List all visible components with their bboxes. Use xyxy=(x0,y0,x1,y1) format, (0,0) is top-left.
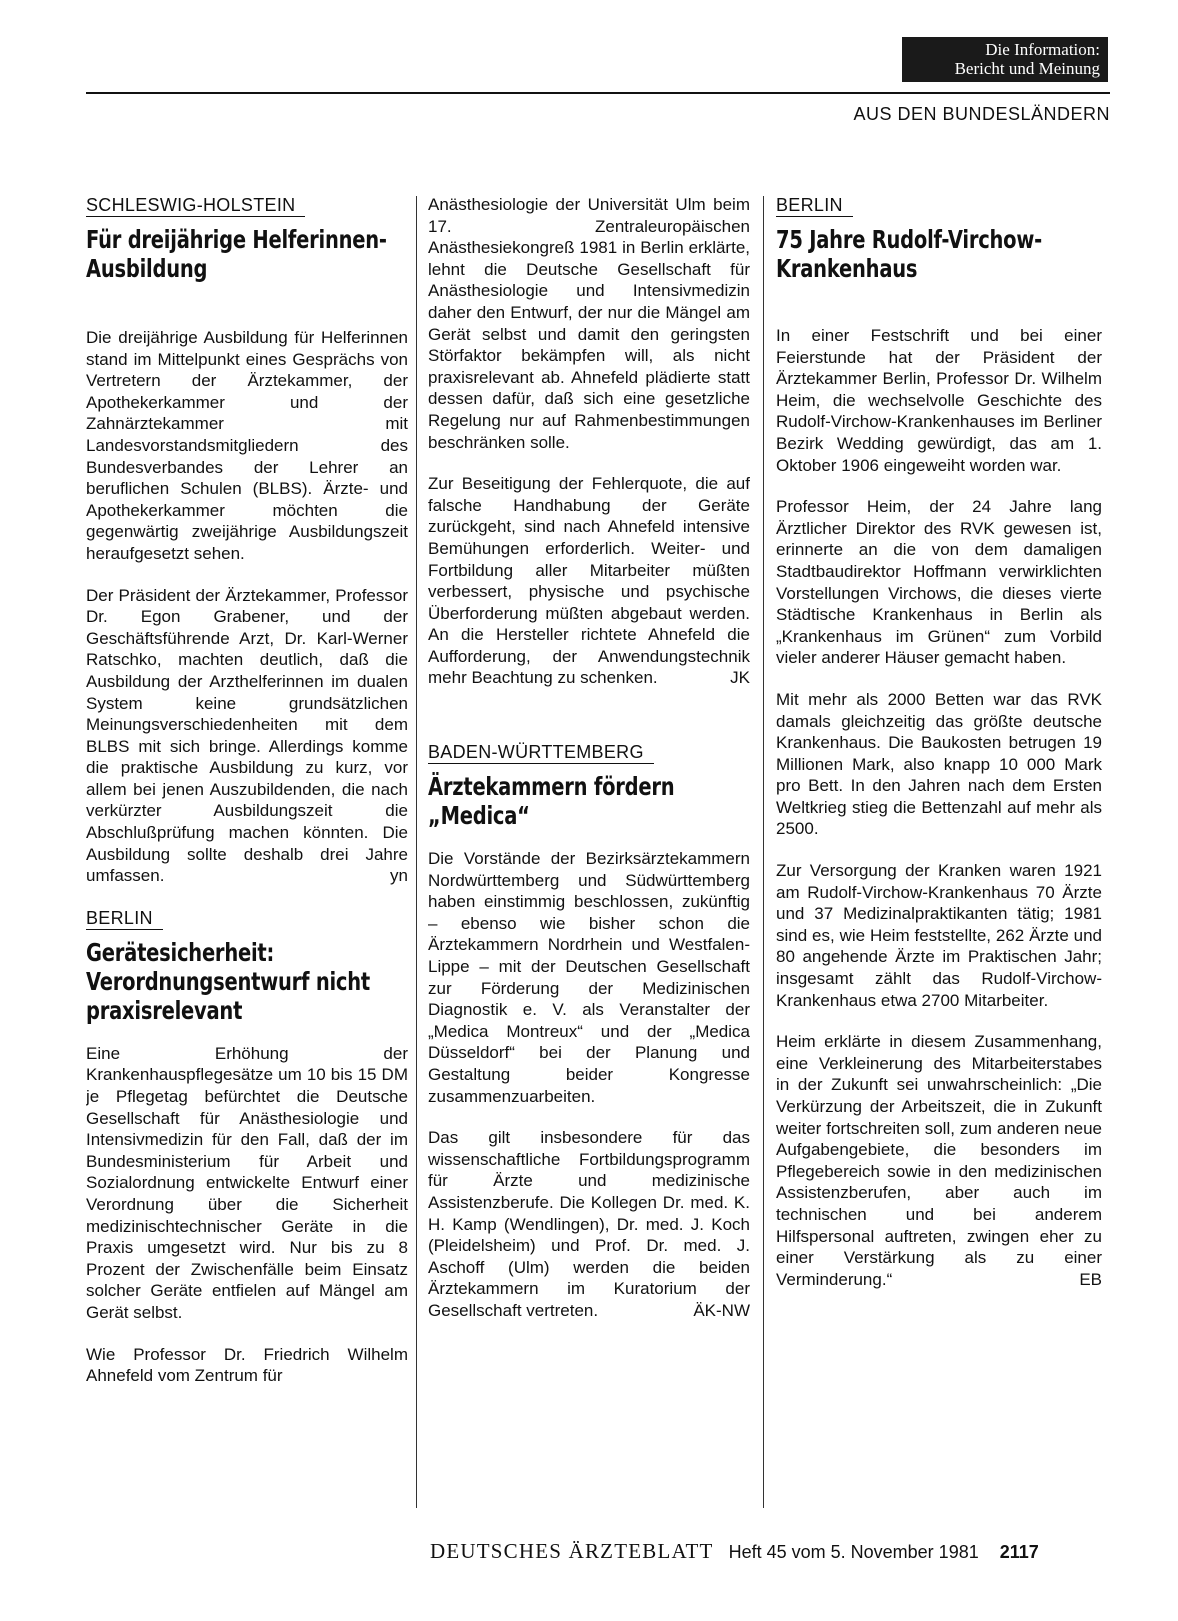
column-1 xyxy=(86,194,408,1512)
article-paragraph: Eine Erhöhung der Krankenhauspflegesätze um 10 bis 15 DM je Pflegetag befürchtet die Deutsche Gesellschaft für Anästhesiologie und Intensivmedizin für den Fall, daß der im Bundesministerium für Arbeit und Sozialordnung entwickelte Entwurf einer Verordnung über die Sicherheit medizinischtechnischer Geräte in die Praxis umgesetzt wird. Nur bis zu 8 Prozent der Zwischenfälle beim Einsatz solcher Geräte entfielen auf Mängel am Gerät selbst. xyxy=(86,1043,408,1322)
column-3 xyxy=(776,194,1102,1512)
article-paragraph: Mit mehr als 2000 Betten war das RVK damals gleichzeitig das größte deutsche Krankenhaus. Die Baukosten betrugen 19 Millionen Mark, also knapp 10 000 Mark pro Bett. In den Jahren nach dem Ersten Weltkrieg stieg die Bettenzahl auf mehr als 2500. xyxy=(776,689,1102,839)
author-signature: EB xyxy=(1079,1269,1102,1289)
article-paragraph: Wie Professor Dr. Friedrich Wilhelm Ahnefeld vom Zentrum für xyxy=(86,1344,408,1386)
paragraph-text: Heim erklärte in diesem Zusammenhang, eine Verkleinerung des Mitarbeiterstabes in der Zukunft sei unwahrscheinlich: „Die Verkürzung der Arbeitszeit, die in Zukunft weiter fortschreiten soll, zum anderen neue Aufgabengebiete, die besonders im Pflegebereich sowie in den medizinischen Assistenzberufen, aber auch im technischen und bei anderem Hilfspersonal auftreten, zwingen eher zu einer Verstärkung als zu einer Verminderung.“ xyxy=(776,1032,1102,1289)
column-rule xyxy=(763,196,764,1508)
article-virchow xyxy=(776,194,1102,1290)
page-footer xyxy=(430,1539,1039,1564)
article-schleswig-holstein xyxy=(86,194,408,887)
author-signature: JK xyxy=(730,668,750,688)
article-medica xyxy=(428,741,750,1321)
article-paragraph: Professor Heim, der 24 Jahre lang Ärztlicher Direktor des RVK gewesen ist, erinnerte an die von dem damaligen Stadtbaudirektor Hoffmann verwirklichten Vorstellungen Virchows, die dieses vierte Städtische Krankenhaus in Berlin als „Krankenhaus im Grünen“ zum Vorbild vieler anderer Häuser gemacht haben. xyxy=(776,497,1102,668)
column-rule xyxy=(416,196,417,1508)
article-geraetesicherheit xyxy=(86,907,408,1387)
article-headline: Ärztekammern fördern „Medica“ xyxy=(428,772,675,831)
article-paragraph xyxy=(428,473,750,689)
article-headline: Gerätesicherheit: Verordnungsentwurf nicht praxisrelevant xyxy=(86,937,370,1025)
tag-line-2: Bericht und Meinung xyxy=(954,59,1100,78)
article-paragraph: Die Vorstände der Bezirksärztekammern Nordwürttemberg und Südwürttemberg haben einstimmig beschlossen, zukünftig – ebenso wie bisher schon die Ärztekammern Nordrhein und Westfalen-Lippe – mit der Deutschen Gesellschaft zur Förderung der Medizinischen Diagnostik e. V. als Veranstalter der „Medica Montreux“ und der „Medica Düsseldorf“ bei der Planung und Gestaltung beider Kongresse zusammenzuarbeiten. xyxy=(428,849,750,1106)
region-label: BADEN-WÜRTTEMBERG xyxy=(428,741,654,764)
paragraph-text: Das gilt insbesondere für das wissenschaftliche Fortbildungsprogramm für Ärzte und medizinische Assistenzberufe. Die Kollegen Dr. med. K. H. Kamp (Wendlingen), Dr. med. J. Koch (Pleidelsheim) und Prof. Dr. med. J. Aschoff (Ulm) werden die beiden Ärztekammern im Kuratorium der Gesellschaft vertreten. xyxy=(428,1128,750,1320)
paragraph-text: Der Präsident der Ärztekammer, Professor Dr. Egon Grabener, und der Geschäftsführende Arzt, Dr. Karl-Werner Ratschko, machten deutlich, daß die Ausbildung der Arzthelferinnen im dualen System keine grundsätzlichen Meinungsverschiedenheiten mit dem BLBS mit sich bringe. Allerdings komme die praktische Ausbildung zu kurz, vor allem bei jenen Auszubildenden, die nach verkürzter Ausbildungszeit die Abschlußprüfung machen könnten. Die Ausbildung sollte deshalb drei Jahre umfassen. xyxy=(86,585,408,886)
region-label: SCHLESWIG-HOLSTEIN xyxy=(86,194,305,217)
article-paragraph: Zur Versorgung der Kranken waren 1921 am Rudolf-Virchow-Krankenhaus 70 Ärzte und 37 Medizinalpraktikanten tätig; 1981 sind es, wie Heim feststellte, 262 Ärzte und 80 angehende Ärzte im Praktischen Jahr; insgesamt zählt das Rudolf-Virchow-Krankenhaus etwa 2700 Mitarbeiter. xyxy=(776,861,1102,1010)
issue-info: Heft 45 vom 5. November 1981 xyxy=(728,1542,979,1562)
page-number: 2117 xyxy=(999,1542,1039,1562)
tag-line-1: Die Information: xyxy=(985,40,1100,59)
column-2 xyxy=(428,194,750,1512)
journal-name: DEUTSCHES ÄRZTEBLATT xyxy=(430,1539,714,1563)
article-headline: Für dreijährige Helferinnen-Ausbildung xyxy=(86,225,387,283)
author-signature: ÄK-NW xyxy=(693,1300,750,1320)
article-paragraph: Die dreijährige Ausbildung für Helferinnen stand im Mittelpunkt eines Gesprächs von Vertretern der Ärztekammer, der Apothekerkammer und der Zahnärztekammer mit Landesvorstandsmitgliedern des Bundesverbandes der Lehrer an beruflichen Schulen (BLBS). Ärzte- und Apothekerkammer möchten die gegenwärtig zweijährige Ausbildungszeit heraufgesetzt sehen. xyxy=(86,328,408,563)
article-paragraph-continued: Anästhesiologie der Universität Ulm beim 17. Zentraleuropäischen Anästhesiekongreß 1981 in Berlin erklärte, lehnt die Deutsche Gesellschaft für Anästhesiologie und Intensivmedizin daher den Entwurf, der nur die Mängel am Gerät selbst und damit den geringsten Störfaktor bekämpfen will, als nicht praxisrelevant ab. Ahnefeld plädierte statt dessen dafür, daß sich eine gesetzliche Regelung nur auf Rahmenbestimmungen beschränken solle. xyxy=(428,195,750,452)
article-paragraph xyxy=(86,585,408,887)
region-label: BERLIN xyxy=(776,194,853,217)
article-headline: 75 Jahre Rudolf-Virchow-Krankenhaus xyxy=(776,225,1042,283)
header-rule xyxy=(86,92,1110,94)
section-label: AUS DEN BUNDESLÄNDERN xyxy=(853,104,1110,124)
article-paragraph: In einer Festschrift und bei einer Feierstunde hat der Präsident der Ärztekammer Berlin, Professor Dr. Wilhelm Heim, die wechselvolle Geschichte des Rudolf-Virchow-Krankenhauses im Berliner Bezirk Wedding gewürdigt, das am 1. Oktober 1906 eingeweiht worden war. xyxy=(776,326,1102,475)
region-label: BERLIN xyxy=(86,907,163,930)
paragraph-text: Zur Beseitigung der Fehlerquote, die auf falsche Handhabung der Geräte zurückgeht, sind nach Ahnefeld intensive Bemühungen erforderlich. Weiter- und Fortbildung aller Mitarbeiter müßten verbessert, physische und psychische Überforderung müßten abgebaut werden. An die Hersteller richtete Ahnefeld die Aufforderung, der Anwendungstechnik mehr Beachtung zu schenken. xyxy=(428,474,750,688)
section-tag-box xyxy=(902,37,1108,82)
article-paragraph xyxy=(776,1031,1102,1290)
article-paragraph xyxy=(428,1127,750,1321)
author-signature: yn xyxy=(390,866,408,886)
